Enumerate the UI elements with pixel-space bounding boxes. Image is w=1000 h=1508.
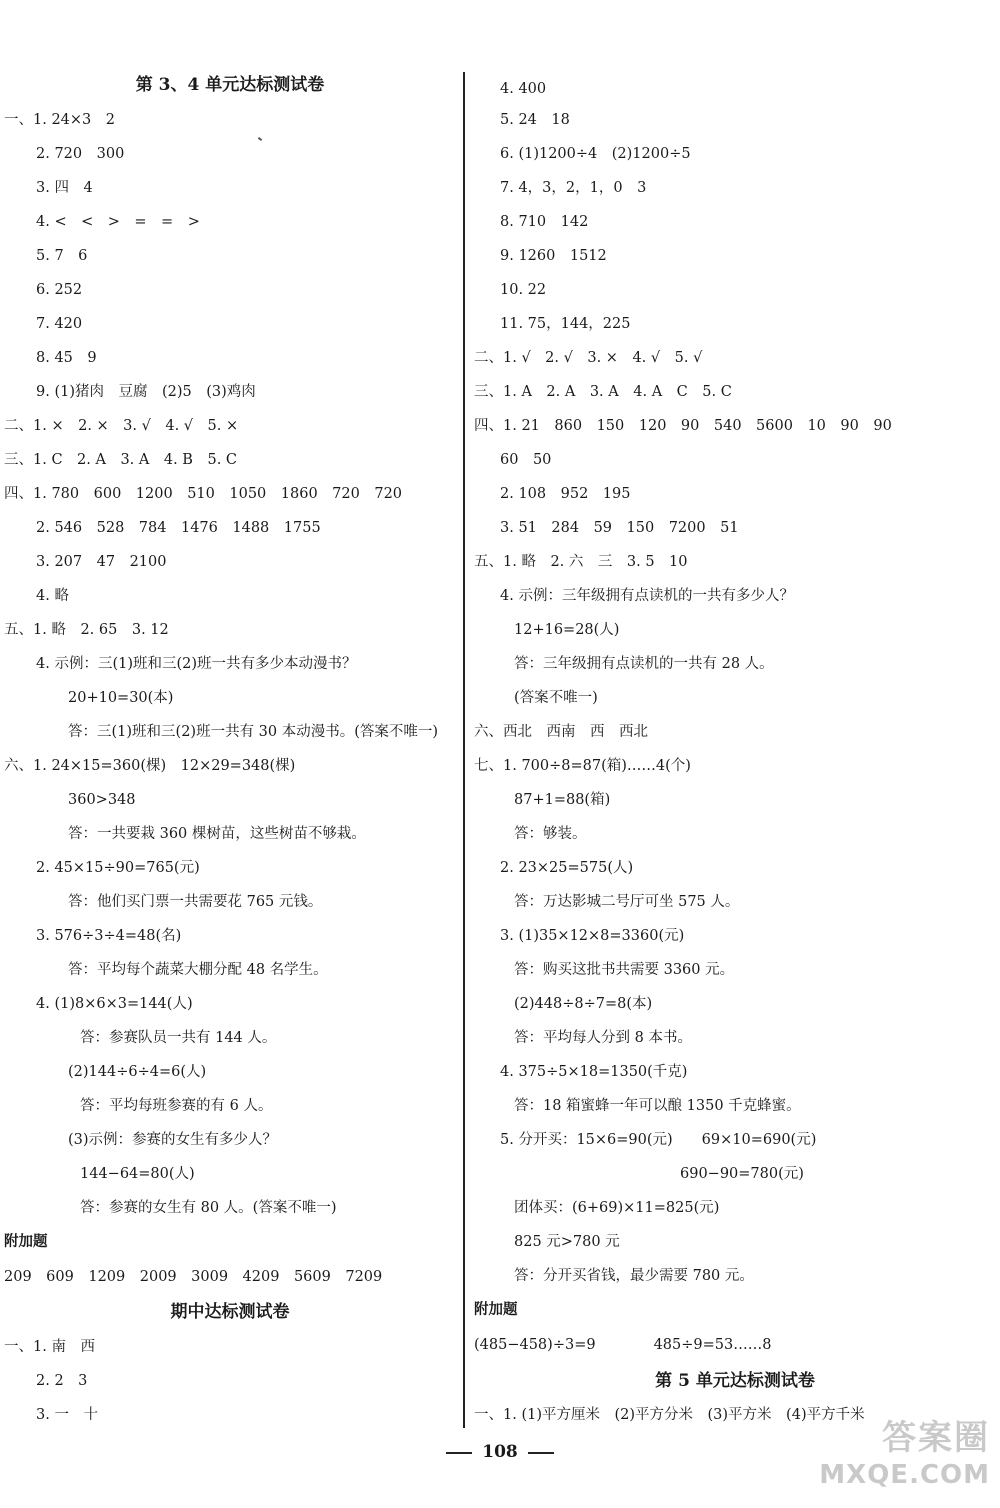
answer-line: 答：平均每班参赛的有 6 人。: [80, 1098, 273, 1114]
answer-line: 一、1. 24×3 2: [4, 112, 115, 128]
answer-line: 答：够装。: [514, 826, 587, 842]
answer-line: 4. 示例：三年级拥有点读机的一共有多少人？: [500, 588, 794, 604]
answer-line: 2. 108 952 195: [500, 486, 631, 502]
answer-line: 一、1. (1)平方厘米 (2)平方分米 (3)平方米 (4)平方千米: [474, 1407, 865, 1423]
answer-line: 4. 示例：三(1)班和三(2)班一共有多少本动漫书？: [36, 656, 357, 672]
answer-line: 11. 75，144，225: [500, 316, 631, 332]
answer-line: 四、1. 780 600 1200 510 1050 1860 720 720: [4, 486, 403, 502]
answer-line: 690−90=780(元): [680, 1166, 804, 1182]
answer-line: 答：万达影城二号厅可坐 575 人。: [514, 894, 740, 910]
answer-line: 3. (1)35×12×8=3360(元): [500, 928, 685, 944]
answer-line: 5. 24 18: [500, 112, 570, 128]
answer-line: 五、1. 略 2. 65 3. 12: [4, 622, 169, 638]
page-dash-left: [446, 1452, 472, 1454]
answer-line: 2. 45×15÷90=765(元): [36, 860, 200, 876]
answer-line: 答：三(1)班和三(2)班一共有 30 本动漫书。(答案不唯一): [68, 724, 439, 740]
watermark-bottom-text: MXQE.COM: [819, 1460, 990, 1490]
column-divider: [463, 72, 465, 1428]
answer-line: 2. 546 528 784 1476 1488 1755: [36, 520, 321, 536]
answer-line: 3. 207 47 2100: [36, 554, 167, 570]
answer-line: 8. 710 142: [500, 214, 589, 230]
answer-line: 20+10=30(本): [68, 690, 174, 706]
answer-line: 答：购买这批书共需要 3360 元。: [514, 962, 735, 978]
answer-line: 六、西北 西南 西 西北: [474, 724, 648, 740]
answer-line: 4. 400: [500, 81, 547, 97]
answer-line: 9. (1)猪肉 豆腐 (2)5 (3)鸡肉: [36, 384, 256, 400]
bonus-label: 附加题: [474, 1301, 518, 1318]
answer-line: 144−64=80(人): [80, 1166, 195, 1182]
section-heading: 第 3、4 单元达标测试卷: [135, 75, 325, 95]
answer-line: 二、1. × 2. × 3. √ 4. √ 5. ×: [4, 418, 239, 434]
answer-line: (答案不唯一): [514, 690, 598, 706]
answer-line: 答：平均每个蔬菜大棚分配 48 名学生。: [68, 962, 328, 978]
answer-line: 七、1. 700÷8=87(箱)……4(个): [474, 758, 691, 774]
answer-line: 8. 45 9: [36, 350, 97, 366]
answer-line: 87+1=88(箱): [514, 792, 611, 808]
answer-line: 7. 4，3，2，1，0 3: [500, 180, 647, 196]
answer-line: 答：平均每人分到 8 本书。: [514, 1030, 692, 1046]
answer-line: 3. 四 4: [36, 180, 93, 196]
section-heading: 期中达标测试卷: [170, 1302, 290, 1322]
stray-mark: [258, 137, 262, 141]
answer-line: 三、1. A 2. A 3. A 4. A C 5. C: [474, 384, 732, 400]
answer-line: 答：参赛队员一共有 144 人。: [80, 1030, 277, 1046]
answer-line: 一、1. 南 西: [4, 1339, 95, 1355]
answer-line: 2. 720 300: [36, 146, 125, 162]
answer-line: 6. (1)1200÷4 (2)1200÷5: [500, 146, 691, 162]
watermark-top-text: 答案圈: [882, 1418, 990, 1458]
answer-line: 答：18 箱蜜蜂一年可以酿 1350 千克蜂蜜。: [514, 1098, 801, 1114]
answer-line: 9. 1260 1512: [500, 248, 607, 264]
answer-line: 5. 7 6: [36, 248, 88, 264]
page-dash-right: [528, 1452, 554, 1454]
answer-line: 12+16=28(人): [514, 622, 620, 638]
answer-line: 4. < < > = = >: [36, 214, 200, 230]
answer-line: 3. 51 284 59 150 7200 51: [500, 520, 739, 536]
answer-line: 360>348: [68, 792, 136, 808]
answer-line: 2. 2 3: [36, 1373, 88, 1389]
answer-line: 5. 分开买：15×6=90(元) 69×10=690(元): [500, 1132, 817, 1148]
answer-line: 三、1. C 2. A 3. A 4. B 5. C: [4, 452, 238, 468]
answer-line: 7. 420: [36, 316, 83, 332]
answer-line: 3. 一 十: [36, 1407, 98, 1423]
answer-line: 团体买：(6+69)×11=825(元): [514, 1200, 720, 1216]
answer-line: 答：三年级拥有点读机的一共有 28 人。: [514, 656, 774, 672]
answer-line: (485−458)÷3=9 485÷9=53……8: [474, 1337, 772, 1353]
answer-line: 209 609 1209 2009 3009 4209 5609 7209: [4, 1269, 383, 1285]
answer-line: 答：他们买门票一共需要花 765 元钱。: [68, 894, 323, 910]
answer-line: 四、1. 21 860 150 120 90 540 5600 10 90 90: [474, 418, 892, 434]
answer-line: (2)448÷8÷7=8(本): [514, 996, 653, 1012]
answer-line: (3)示例：参赛的女生有多少人？: [68, 1132, 278, 1148]
answer-line: 4. 375÷5×18=1350(千克): [500, 1064, 688, 1080]
answer-line: (2)144÷6÷4=6(人): [68, 1064, 207, 1080]
answer-line: 3. 576÷3÷4=48(名): [36, 928, 182, 944]
answer-line: 825 元>780 元: [514, 1234, 620, 1250]
section-heading: 第 5 单元达标测试卷: [655, 1371, 815, 1391]
answer-line: 6. 252: [36, 282, 83, 298]
answer-line: 答：一共要栽 360 棵树苗，这些树苗不够栽。: [68, 826, 366, 842]
answer-line: 2. 23×25=575(人): [500, 860, 634, 876]
answer-line: 答：参赛的女生有 80 人。(答案不唯一): [80, 1200, 337, 1216]
answer-line: 4. 略: [36, 588, 69, 604]
answer-line: 答：分开买省钱，最少需要 780 元。: [514, 1268, 754, 1284]
watermark-logo: [819, 1410, 990, 1500]
answer-line: 二、1. √ 2. √ 3. × 4. √ 5. √: [474, 350, 703, 366]
answer-line: 10. 22: [500, 282, 547, 298]
page-number-text: 108: [482, 1442, 518, 1462]
bonus-label: 附加题: [4, 1233, 48, 1250]
answer-line: 60 50: [500, 452, 552, 468]
answer-line: 4. (1)8×6×3=144(人): [36, 996, 193, 1012]
answer-line: 五、1. 略 2. 六 三 3. 5 10: [474, 554, 688, 570]
answer-line: 六、1. 24×15=360(棵) 12×29=348(棵): [4, 758, 296, 774]
page-number: [0, 1442, 1000, 1462]
